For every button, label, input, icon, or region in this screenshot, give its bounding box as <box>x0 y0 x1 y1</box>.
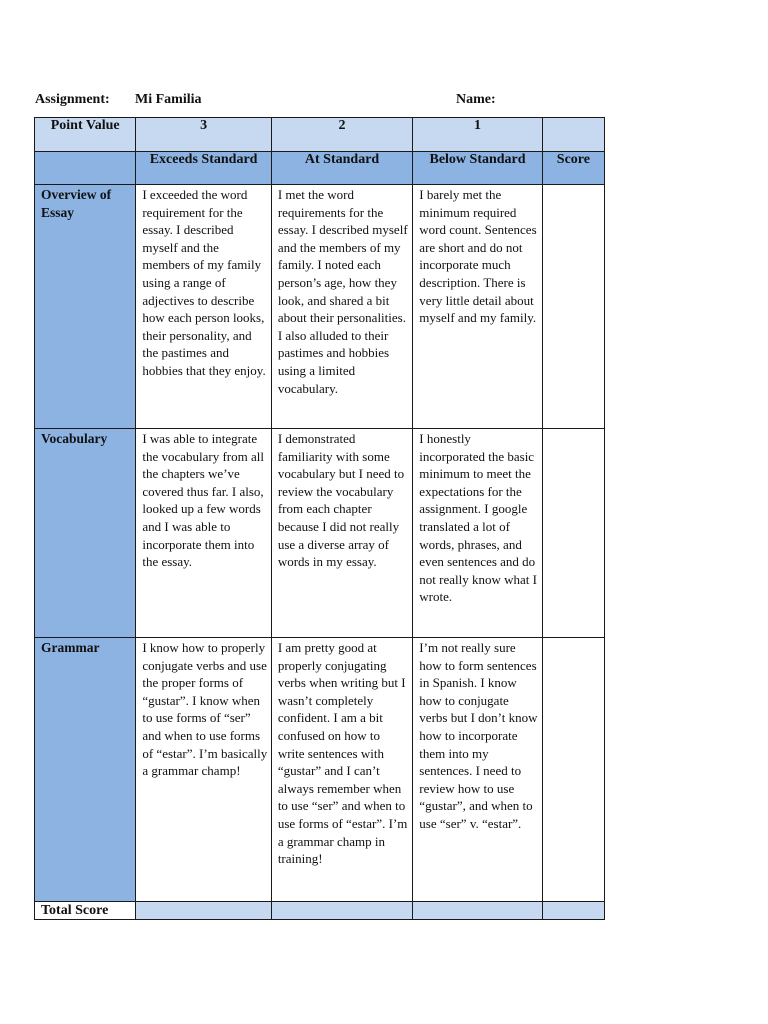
name-label: Name: <box>456 92 496 107</box>
descriptor-below: I’m not really sure how to form sentences in Spanish. I know how to conjugate verbs but I don’t know how to incorporate them into my sentences. I need to review how to use “gustar”, and when to use “ser” v. “estar”. <box>413 638 542 902</box>
point-value-score-blank <box>542 118 604 152</box>
criterion-name: Overview of Essay <box>35 185 136 429</box>
level-exceeds-standard: Exceeds Standard <box>136 152 271 185</box>
criterion-row-grammar <box>35 638 605 902</box>
score-cell[interactable] <box>542 185 604 429</box>
rubric-table <box>34 117 605 920</box>
level-row <box>35 152 605 185</box>
score-cell[interactable] <box>542 429 604 638</box>
total-score-row <box>35 902 605 920</box>
level-score-header: Score <box>542 152 604 185</box>
descriptor-exceeds: I know how to properly conjugate verbs and use the proper forms of “gustar”. I know when to use forms of “ser” and when to use forms of “estar”. I’m basically a grammar champ! <box>136 638 271 902</box>
assignment-label: Assignment: <box>35 92 110 107</box>
assignment-title: Mi Familia <box>135 92 202 107</box>
point-value-1: 1 <box>413 118 542 152</box>
descriptor-below: I barely met the minimum required word count. Sentences are short and do not incorporate much description. There is very little detail about myself and my family. <box>413 185 542 429</box>
descriptor-exceeds: I exceeded the word requirement for the essay. I described myself and the members of my family using a range of adjectives to describe how each person looks, their personality, and the pastimes and hobbies that they enjoy. <box>136 185 271 429</box>
descriptor-at: I demonstrated familiarity with some vocabulary but I need to review the vocabulary from each chapter because I did not really use a diverse array of words in my essay. <box>271 429 412 638</box>
point-value-label: Point Value <box>35 118 136 152</box>
point-value-row <box>35 118 605 152</box>
point-value-2: 2 <box>271 118 412 152</box>
total-cell-1 <box>413 902 542 920</box>
criterion-row-vocabulary <box>35 429 605 638</box>
total-cell-2 <box>271 902 412 920</box>
total-cell-3 <box>136 902 271 920</box>
descriptor-at: I am pretty good at properly conjugating verbs when writing but I wasn’t completely confident. I am a bit confused on how to write sentences with “gustar” and I can’t always remember when to use “ser” and when to use forms of “estar”. I’m a grammar champ in training! <box>271 638 412 902</box>
descriptor-at: I met the word requirements for the essay. I described myself and the members of my family. I noted each person’s age, how they look, and shared a bit about their personalities. I also alluded to their pastimes and hobbies using a limited vocabulary. <box>271 185 412 429</box>
criterion-row-overview <box>35 185 605 429</box>
total-score-cell[interactable] <box>542 902 604 920</box>
descriptor-below: I honestly incorporated the basic minimum to meet the expectations for the assignment. I google translated a lot of words, phrases, and even sentences and do not really know what I wrote. <box>413 429 542 638</box>
level-at-standard: At Standard <box>271 152 412 185</box>
score-cell[interactable] <box>542 638 604 902</box>
point-value-3: 3 <box>136 118 271 152</box>
criterion-name: Grammar <box>35 638 136 902</box>
level-row-label <box>35 152 136 185</box>
descriptor-exceeds: I was able to integrate the vocabulary from all the chapters we’ve covered thus far. I also, looked up a few words and I was able to incorporate them into the essay. <box>136 429 271 638</box>
level-below-standard: Below Standard <box>413 152 542 185</box>
assignment-header <box>35 92 605 114</box>
criterion-name: Vocabulary <box>35 429 136 638</box>
total-score-label: Total Score <box>35 902 136 920</box>
